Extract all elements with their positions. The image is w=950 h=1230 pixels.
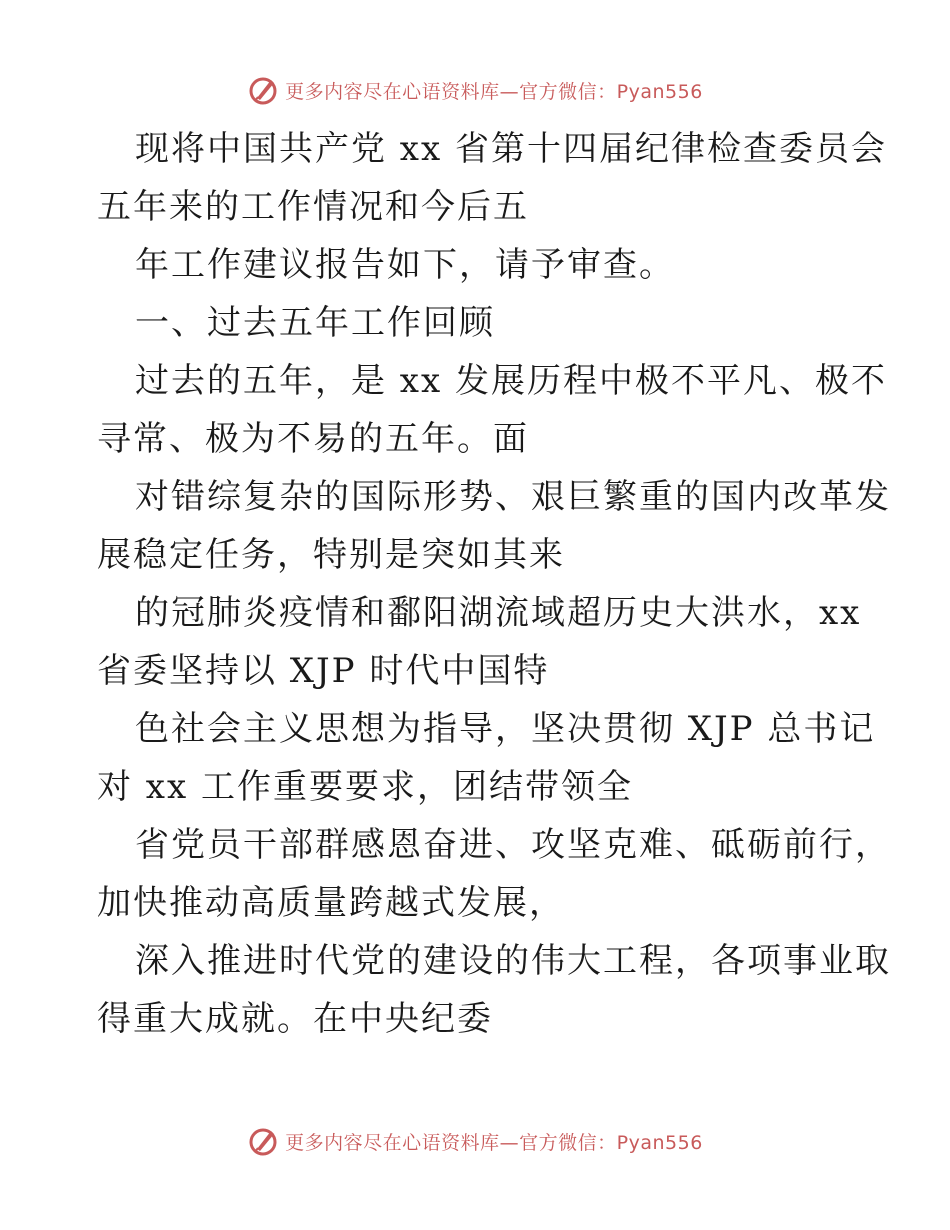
paragraph-line: 对 xx 工作重要要求，团结带领全 bbox=[97, 767, 633, 807]
paragraph bbox=[97, 816, 891, 932]
paragraph bbox=[97, 468, 891, 584]
paragraph-line: 加快推动高质量跨越式发展， bbox=[97, 883, 565, 923]
paragraph-line: 展稳定任务，特别是突如其来 bbox=[97, 535, 565, 575]
paragraph-line: 深入推进时代党的建设的伟大工程，各项事业取 bbox=[135, 941, 891, 981]
paragraph bbox=[97, 584, 862, 700]
paragraph-line: 的冠肺炎疫情和鄱阳湖流域超历史大洪水，xx bbox=[135, 593, 862, 633]
paragraph-line: 省党员干部群感恩奋进、攻坚克难、砥砺前行， bbox=[135, 825, 891, 865]
quill-pen-logo-icon bbox=[247, 1125, 279, 1157]
paragraph-line: 省委坚持以 XJP 时代中国特 bbox=[97, 651, 550, 691]
paragraph bbox=[97, 932, 891, 1048]
paragraph bbox=[97, 352, 887, 468]
watermark-text: 更多内容尽在心语资料库—官方微信：Pyan556 bbox=[285, 80, 703, 103]
quill-pen-logo-icon bbox=[247, 74, 279, 106]
section-heading-text: 一、过去五年工作回顾 bbox=[135, 303, 495, 343]
paragraph-line: 色社会主义思想为指导，坚决贯彻 XJP 总书记 bbox=[135, 709, 876, 749]
paragraph bbox=[97, 120, 887, 236]
paragraph-line: 得重大成就。在中央纪委 bbox=[97, 999, 493, 1039]
paragraph-line: 寻常、极为不易的五年。面 bbox=[97, 419, 529, 459]
paragraph-line: 年工作建议报告如下，请予审查。 bbox=[135, 245, 675, 285]
paragraph-line: 对错综复杂的国际形势、艰巨繁重的国内改革发 bbox=[135, 477, 891, 517]
paragraph-line: 现将中国共产党 xx 省第十四届纪律检查委员会 bbox=[135, 129, 887, 169]
watermark-text: 更多内容尽在心语资料库—官方微信：Pyan556 bbox=[285, 1131, 703, 1154]
paragraph-line: 过去的五年，是 xx 发展历程中极不平凡、极不 bbox=[135, 361, 887, 401]
section-heading bbox=[97, 294, 857, 352]
document-body bbox=[97, 120, 891, 1048]
paragraph-line: 五年来的工作情况和今后五 bbox=[97, 187, 529, 227]
paragraph bbox=[97, 700, 876, 816]
footer-watermark-banner bbox=[0, 1121, 950, 1161]
header-watermark-banner bbox=[0, 70, 950, 110]
paragraph bbox=[97, 236, 857, 294]
